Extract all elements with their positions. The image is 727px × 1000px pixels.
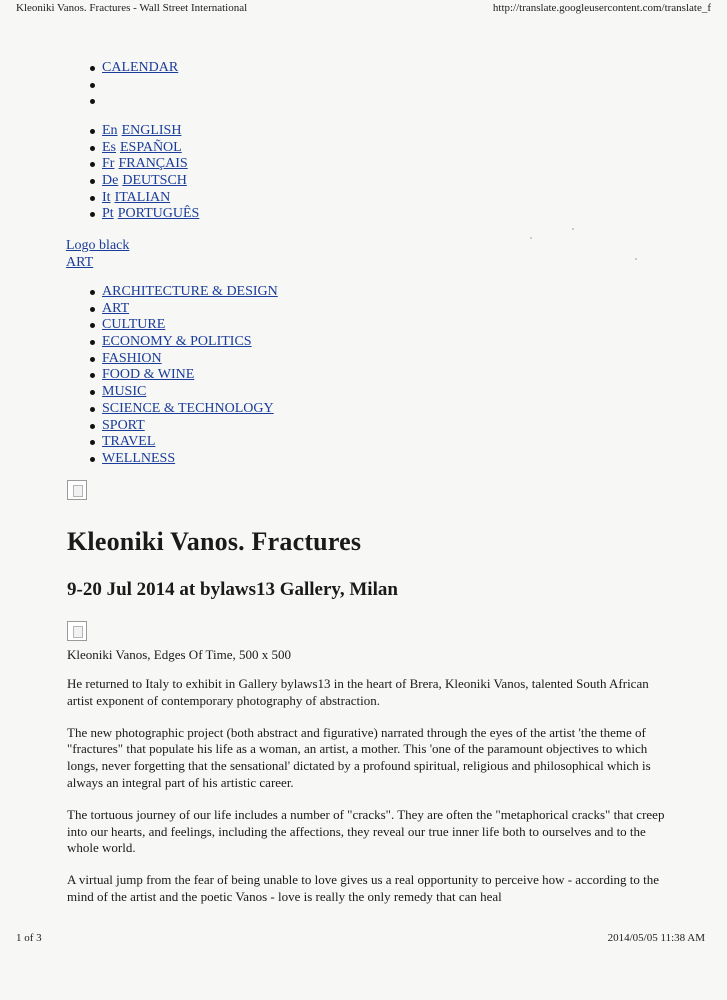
category-item[interactable] bbox=[90, 401, 278, 418]
print-datetime: 2014/05/05 11:38 AM bbox=[607, 932, 705, 944]
category-item[interactable] bbox=[90, 317, 278, 334]
category-item[interactable] bbox=[90, 284, 278, 301]
lang-german-link[interactable] bbox=[102, 173, 187, 188]
article-paragraph: The tortuous journey of our life includes a number of "cracks". They are often the "metaphorical cracks" that creep into our hearts, and feelings, including the affections, they reveal our true inner life both to ourselves and to the whole world. bbox=[67, 806, 665, 856]
category-wellness-link[interactable]: WELLNESS bbox=[102, 450, 176, 466]
category-science-technology-link[interactable]: SCIENCE & TECHNOLOGY bbox=[102, 400, 274, 416]
lang-code: Pt bbox=[102, 206, 114, 222]
category-music-link[interactable]: MUSIC bbox=[102, 384, 147, 400]
nav-item-empty bbox=[90, 93, 178, 110]
lang-portuguese-link[interactable] bbox=[102, 206, 199, 221]
lang-spanish-link[interactable] bbox=[102, 140, 182, 155]
lang-code: Fr bbox=[102, 156, 115, 172]
category-architecture-design-link[interactable]: ARCHITECTURE & DESIGN bbox=[102, 284, 278, 299]
lang-item-german[interactable] bbox=[90, 173, 199, 190]
category-nav bbox=[90, 284, 278, 468]
article-paragraph: He returned to Italy to exhibit in Gallery bylaws13 in the heart of Brera, Kleoniki Vanos, talented South African artist exponent of contemporary photography of abstraction. bbox=[67, 676, 649, 708]
nav-item-calendar[interactable] bbox=[90, 60, 178, 77]
category-item[interactable] bbox=[90, 334, 278, 351]
lang-french-link[interactable] bbox=[102, 156, 188, 171]
lang-item-italian[interactable] bbox=[90, 190, 199, 207]
category-item[interactable] bbox=[90, 451, 278, 468]
lang-label: ENGLISH bbox=[121, 123, 182, 138]
category-item[interactable] bbox=[90, 367, 278, 384]
category-item[interactable] bbox=[90, 384, 278, 401]
lang-item-english[interactable] bbox=[90, 123, 199, 140]
article-body bbox=[67, 676, 667, 921]
category-fashion-link[interactable]: FASHION bbox=[102, 350, 162, 366]
page-number: 1 of 3 bbox=[16, 932, 42, 944]
lang-label: DEUTSCH bbox=[122, 173, 187, 189]
scan-speck bbox=[530, 237, 532, 239]
logo-block bbox=[66, 238, 129, 271]
language-nav bbox=[90, 123, 199, 223]
lang-label: FRANÇAIS bbox=[118, 156, 188, 172]
top-nav bbox=[90, 60, 178, 110]
scan-speck bbox=[572, 228, 574, 230]
category-culture-link[interactable]: CULTURE bbox=[102, 317, 166, 333]
print-footer bbox=[16, 932, 705, 944]
article-subtitle: 9-20 Jul 2014 at bylaws13 Gallery, Milan bbox=[67, 579, 398, 600]
lang-code: En bbox=[102, 123, 118, 138]
scan-speck bbox=[635, 258, 637, 260]
image-caption: Kleoniki Vanos, Edges Of Time, 500 x 500 bbox=[67, 647, 292, 662]
category-item[interactable] bbox=[90, 351, 278, 368]
category-travel-link[interactable]: TRAVEL bbox=[102, 434, 156, 450]
broken-image-icon bbox=[67, 480, 87, 500]
category-item[interactable] bbox=[90, 301, 278, 318]
article-paragraph: A virtual jump from the fear of being unable to love gives us a real opportunity to perceive how - according to the mind of the artist and the poetic Vanos - love is really the only remedy that can heal bbox=[67, 872, 660, 904]
lang-english-link[interactable] bbox=[102, 123, 181, 138]
broken-image-icon bbox=[67, 621, 87, 641]
lang-italian-link[interactable] bbox=[102, 190, 170, 205]
lang-code: De bbox=[102, 173, 119, 189]
category-sport-link[interactable]: SPORT bbox=[102, 417, 145, 433]
lang-item-spanish[interactable] bbox=[90, 140, 199, 157]
nav-item-empty bbox=[90, 77, 178, 94]
lang-item-french[interactable] bbox=[90, 156, 199, 173]
lang-label: PORTUGUÊS bbox=[117, 206, 200, 222]
article-title: Kleoniki Vanos. Fractures bbox=[67, 527, 362, 556]
lang-code: Es bbox=[102, 139, 116, 155]
print-page-url: http://translate.googleusercontent.com/translate_f bbox=[492, 2, 711, 14]
lang-code: It bbox=[102, 189, 111, 205]
article-paragraph: The new photographic project (both abstract and figurative) narrated through the eyes of the artist 'the theme of "fractures" that populate his life as a woman, an artist, a mother. This 'one of the paramount objectives to which longs, never forgetting that the sensational' dictated by a profound spiritual, religious and philosophical which is always an integral part of his artistic career. bbox=[67, 724, 651, 790]
logo-link[interactable]: Logo black bbox=[66, 238, 130, 253]
category-item[interactable] bbox=[90, 418, 278, 435]
category-art-link[interactable]: ART bbox=[102, 300, 130, 316]
calendar-link[interactable]: CALENDAR bbox=[102, 60, 179, 75]
lang-item-portuguese[interactable] bbox=[90, 206, 199, 223]
lang-label: ESPAÑOL bbox=[120, 139, 182, 155]
category-item[interactable] bbox=[90, 434, 278, 451]
category-economy-politics-link[interactable]: ECONOMY & POLITICS bbox=[102, 334, 252, 350]
lang-label: ITALIAN bbox=[114, 189, 171, 205]
print-page-title: Kleoniki Vanos. Fractures - Wall Street International bbox=[16, 2, 248, 14]
section-art-link[interactable]: ART bbox=[66, 254, 94, 270]
category-food-wine-link[interactable]: FOOD & WINE bbox=[102, 367, 195, 383]
print-header bbox=[16, 2, 711, 14]
